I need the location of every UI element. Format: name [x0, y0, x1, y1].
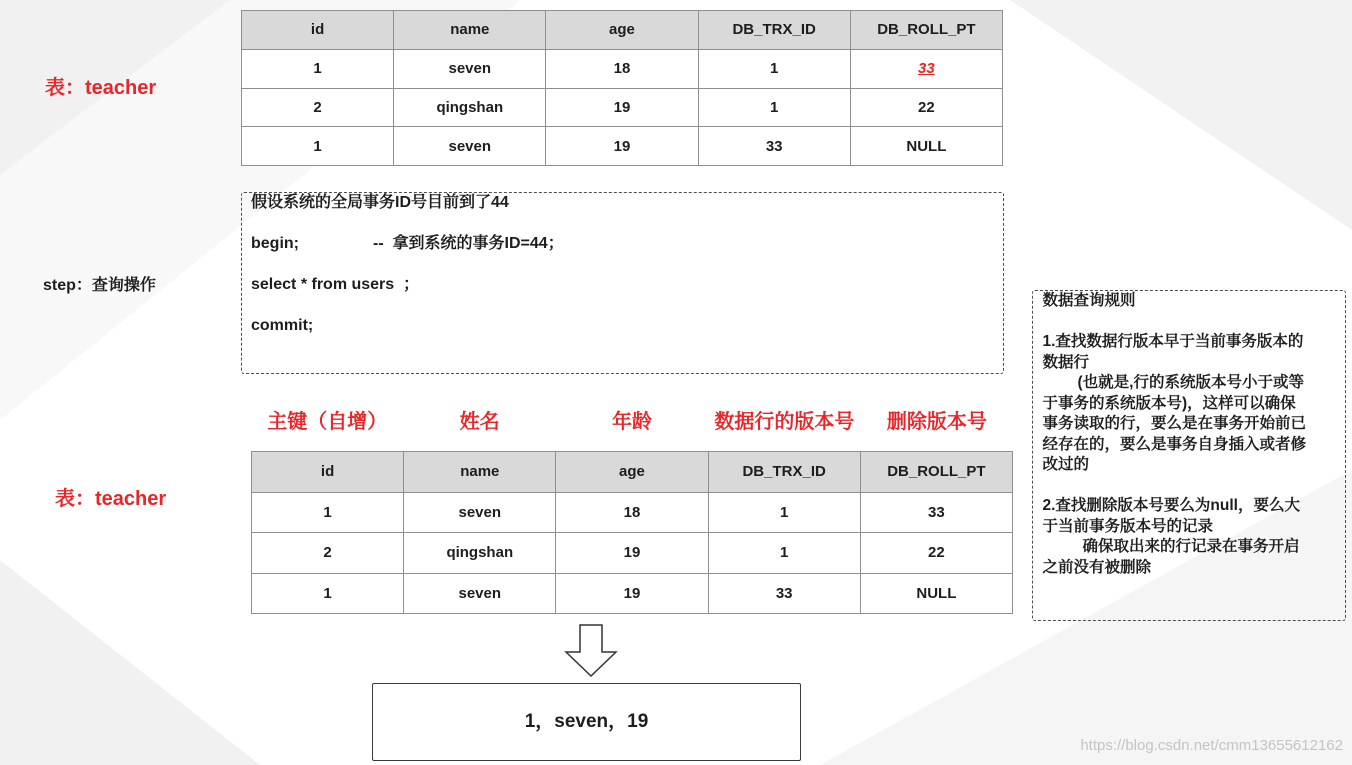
rule-2-note-line: 确保取出来的行记录在事务开启: [1082, 538, 1300, 555]
table-header: [252, 452, 1013, 493]
column-header-id: id: [242, 11, 394, 50]
table-cell-db-roll-pt: 22: [850, 88, 1002, 127]
annotation-name: 姓名: [459, 411, 500, 433]
rule-1-line: 1.查找数据行版本早于当前事务版本的: [1042, 333, 1304, 350]
column-header-name: name: [404, 452, 556, 493]
query-result-box: [372, 683, 801, 761]
table-cell-db-roll-pt: 33: [860, 492, 1012, 533]
rule-1-line: 数据行: [1042, 353, 1090, 371]
bottom-table-label: 表：teacher: [55, 488, 167, 510]
query-code-box: [241, 192, 1004, 374]
rules-title: 数据查询规则: [1042, 292, 1136, 309]
column-header-age: age: [546, 11, 698, 50]
column-annotations: [251, 410, 1013, 434]
column-header-db-trx-id: DB_TRX_ID: [698, 11, 850, 50]
down-arrow-icon: [564, 623, 618, 679]
table-row: [242, 49, 1003, 88]
table-row: [252, 573, 1013, 614]
query-rules-box: [1032, 290, 1346, 621]
table-cell-age: 19: [546, 88, 698, 127]
step-label: step：查询操作: [43, 277, 156, 294]
table-cell-name: qingshan: [394, 88, 546, 127]
table-cell-id: 2: [242, 88, 394, 127]
code-begin-comment: -- 拿到系统的事务ID=44；: [373, 234, 564, 252]
annotation-row-version: 数据行的版本号: [714, 411, 855, 433]
rule-2-line: 于当前事务版本号的记录: [1042, 517, 1214, 535]
rule-1-note-line: 事务读取的行，要么是在事务开始前已: [1042, 415, 1307, 432]
annotation-delete-version: 删除版本号: [886, 411, 987, 433]
table-cell-id: 1: [252, 492, 404, 533]
annotation-age: 年龄: [612, 411, 653, 433]
rule-2-line: 2.查找删除版本号要么为null，要么大: [1042, 497, 1300, 514]
query-result-text: 1，seven，19: [524, 711, 649, 732]
table-cell-name: seven: [404, 573, 556, 614]
bottom-teacher-table: [251, 451, 1013, 614]
table-cell-age: 18: [546, 49, 698, 88]
table-cell-db-trx-id: 33: [708, 573, 860, 614]
table-cell-db-roll-pt: NULL: [850, 127, 1002, 166]
column-header-name: name: [394, 11, 546, 50]
table-cell-name: qingshan: [404, 533, 556, 574]
table-row: [242, 127, 1003, 166]
table-header-row: [252, 452, 1013, 493]
rule-2-note-line: 之前没有被删除: [1042, 558, 1152, 576]
watermark-url: https://blog.csdn.net/cmm13655612162: [1080, 737, 1343, 754]
top-teacher-table: [241, 10, 1003, 166]
table-cell-db-trx-id: 1: [708, 492, 860, 533]
table-body: [252, 492, 1013, 614]
highlighted-roll-pointer-cell: 33: [850, 49, 1002, 88]
table-cell-age: 19: [546, 127, 698, 166]
column-header-db-trx-id: DB_TRX_ID: [708, 452, 860, 493]
code-select-statement: select * from users ；: [251, 275, 420, 293]
table-header: [242, 11, 1003, 50]
column-header-db-roll-pt: DB_ROLL_PT: [850, 11, 1002, 50]
rule-1: [1043, 332, 1340, 476]
table-cell-age: 19: [556, 573, 708, 614]
rule-1-note-line: 改过的: [1042, 456, 1090, 473]
table-cell-db-trx-id: 1: [698, 49, 850, 88]
annotation-primary-key: 主键（自增）: [267, 411, 388, 433]
column-header-age: age: [556, 452, 708, 493]
table-cell-id: 1: [252, 573, 404, 614]
rule-1-note-line: 于事务的系统版本号)，这样可以确保: [1042, 394, 1296, 412]
table-cell-db-roll-pt: 22: [860, 533, 1012, 574]
table-cell-name: seven: [394, 49, 546, 88]
code-heading: 假设系统的全局事务ID号目前到了44: [251, 194, 509, 211]
table-cell-db-trx-id: 1: [708, 533, 860, 574]
table-cell-db-trx-id: 33: [698, 127, 850, 166]
column-header-db-roll-pt: DB_ROLL_PT: [860, 452, 1012, 493]
table-cell-db-trx-id: 1: [698, 88, 850, 127]
table-cell-id: 1: [242, 127, 394, 166]
column-header-id: id: [252, 452, 404, 493]
table-row: [252, 492, 1013, 533]
table-cell-name: seven: [404, 492, 556, 533]
table-cell-name: seven: [394, 127, 546, 166]
rule-2: [1043, 496, 1340, 578]
table-cell-db-roll-pt: NULL: [860, 573, 1012, 614]
table-body: [242, 49, 1003, 165]
table-cell-age: 18: [556, 492, 708, 533]
rule-1-note-line: 经存在的，要么是事务自身插入或者修: [1042, 435, 1307, 453]
code-commit-statement: commit;: [251, 316, 314, 334]
table-cell-id: 1: [242, 49, 394, 88]
table-row: [252, 533, 1013, 574]
code-begin-statement: begin;: [251, 234, 299, 252]
rule-1-note-line: (也就是,行的系统版本号小于或等: [1077, 374, 1304, 391]
table-header-row: [242, 11, 1003, 50]
table-cell-age: 19: [556, 533, 708, 574]
table-row: [242, 88, 1003, 127]
top-table-label: 表：teacher: [45, 77, 157, 99]
table-cell-id: 2: [252, 533, 404, 574]
